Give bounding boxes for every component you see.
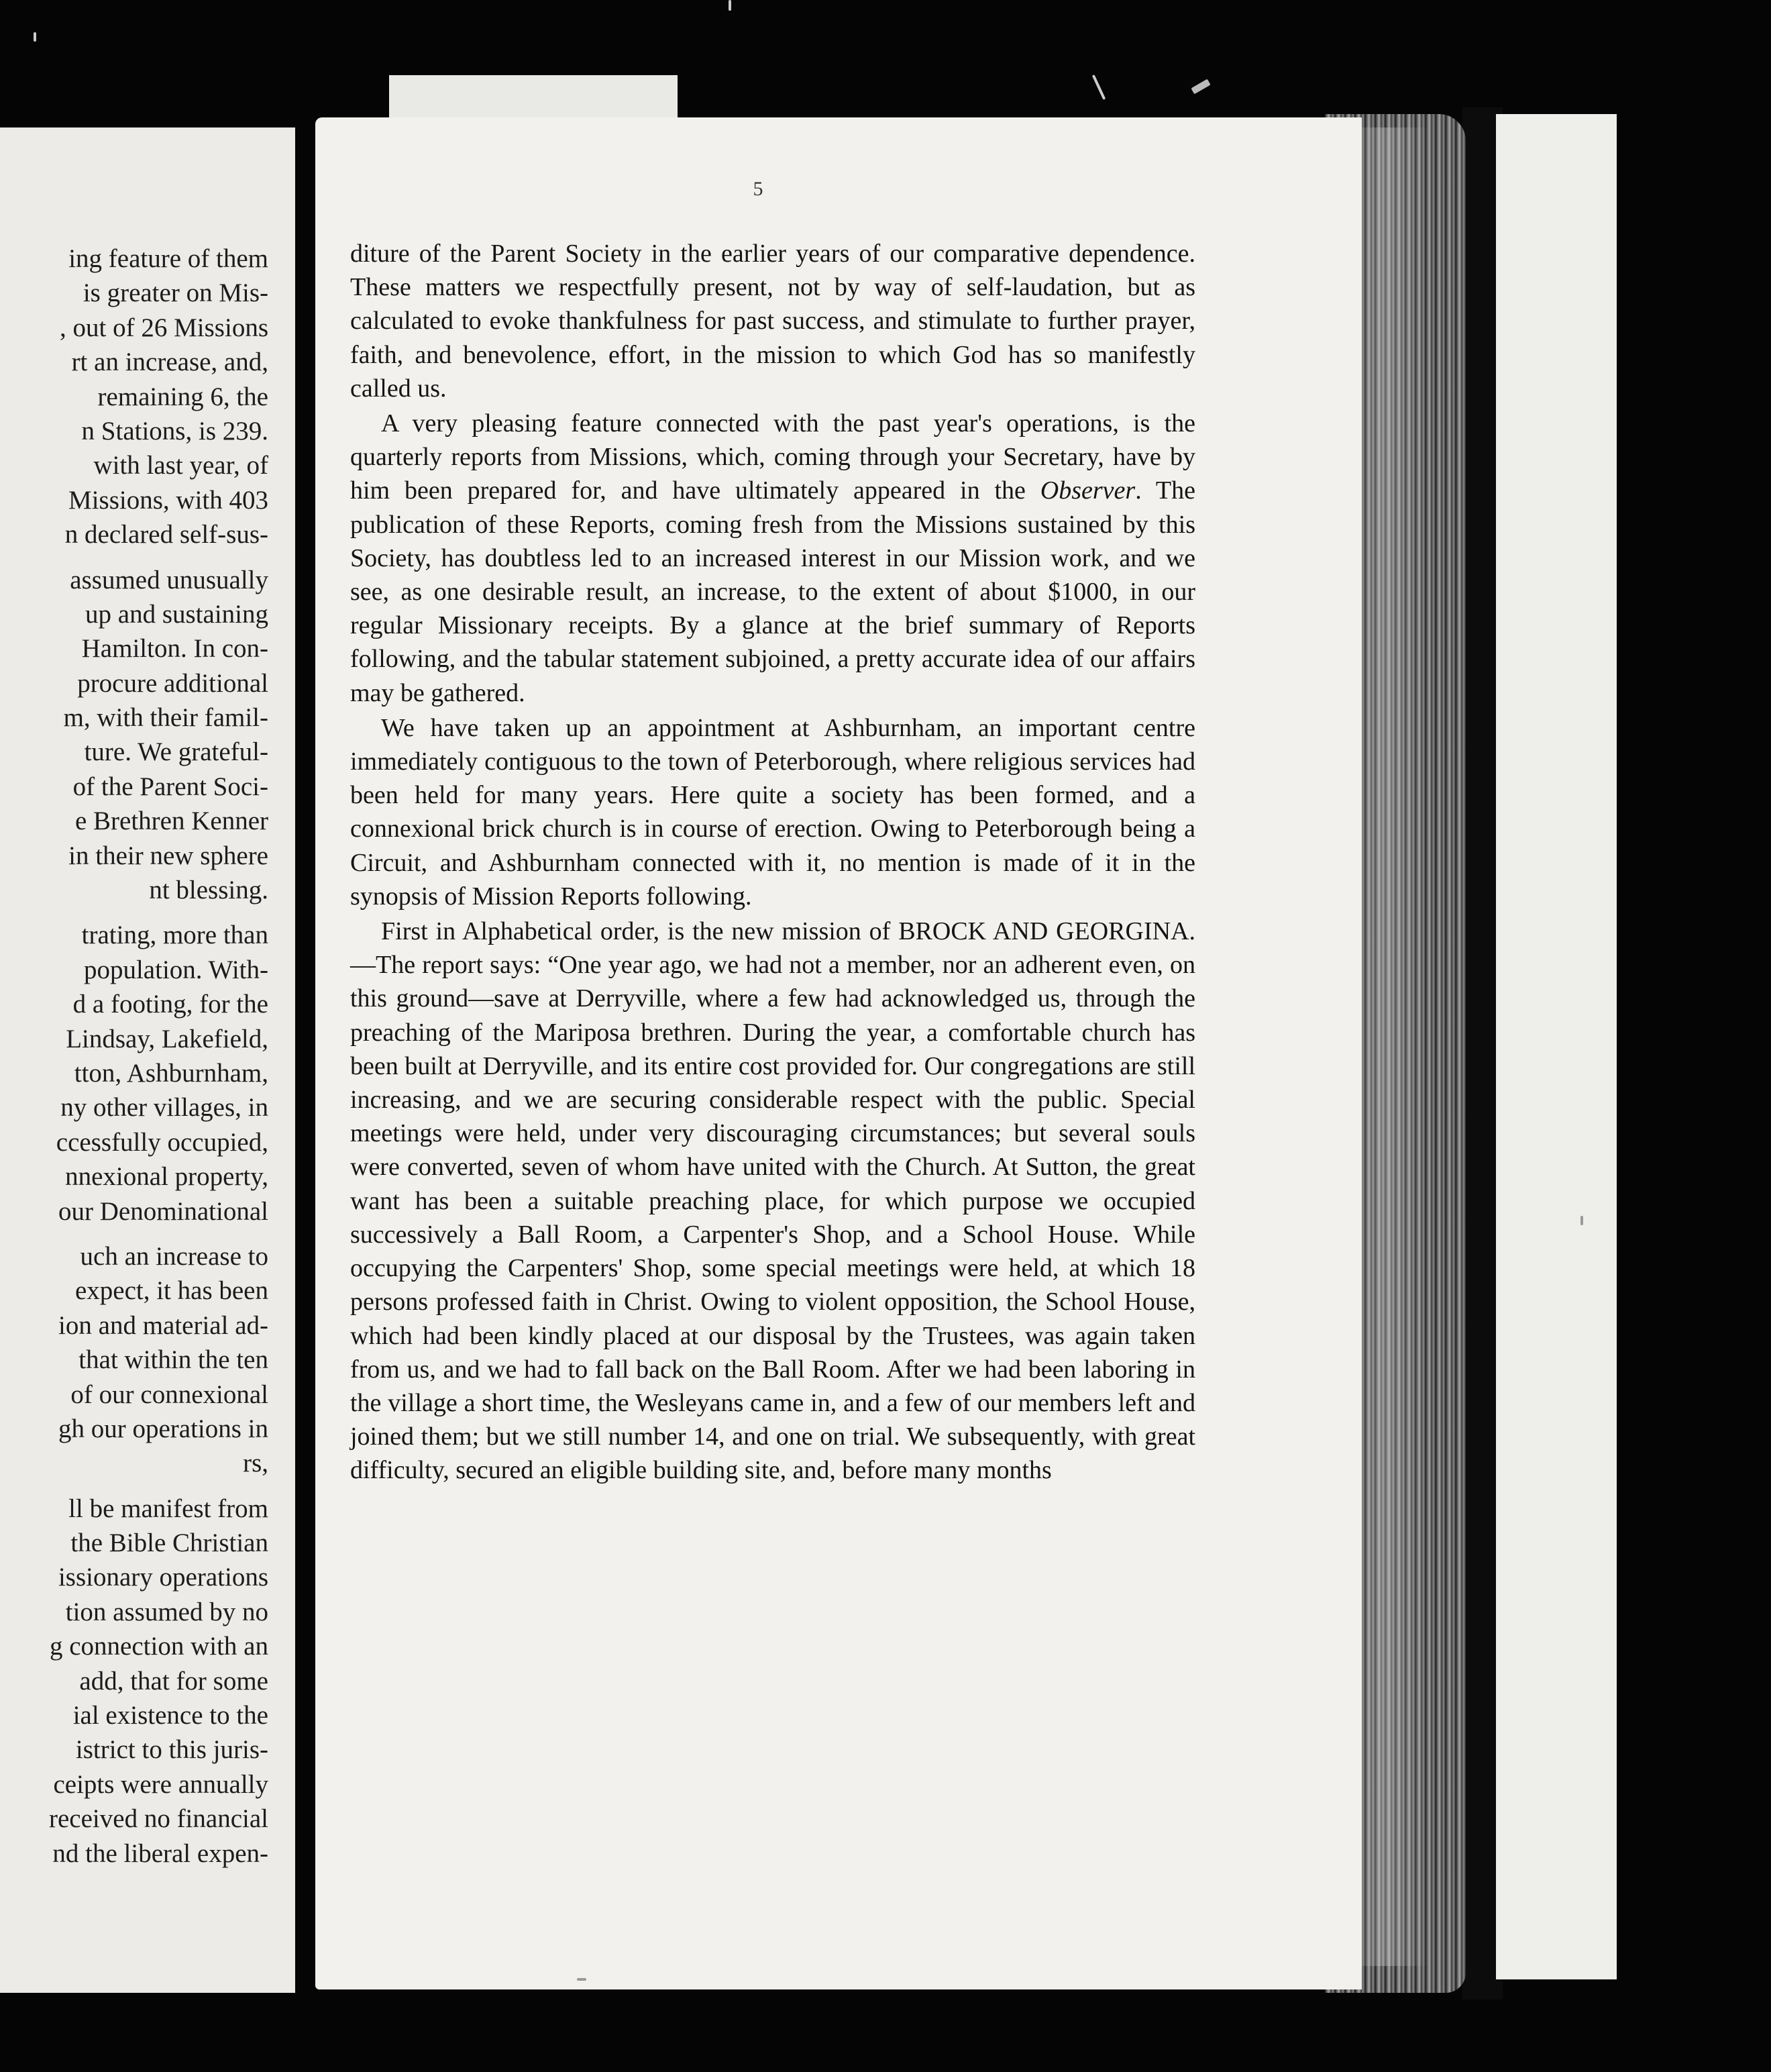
paragraph-1: diture of the Parent Society in the earlier years of our comparative dependence. These matters we respectfully present, not by way of self-laudation, but as calculated to evoke thankfulness for past success, and stimulate to further prayer, faith, and benevolence, effort, in the mission to which God has so manifestly called us. — [350, 240, 1195, 403]
facing-page-line: n Stations, is 239. — [81, 416, 268, 446]
facing-page-line: received no financial — [49, 1804, 268, 1834]
facing-page-block-1 — [0, 242, 268, 552]
dust-speck — [34, 32, 36, 42]
periodical-name: Observer — [1040, 476, 1136, 505]
facing-page-line: Lindsay, Lakefield, — [66, 1024, 268, 1053]
facing-page-line: istrict to this juris- — [75, 1735, 268, 1765]
facing-page-line: e Brethren Kenner — [74, 807, 268, 836]
facing-page-line: trating, more than — [81, 921, 268, 950]
facing-page-line: tton, Ashburnham, — [74, 1058, 268, 1088]
facing-page-line: ccessfully occupied, — [56, 1127, 268, 1157]
mission-name: BROCK AND GEORGINA — [898, 917, 1189, 946]
facing-page-line: uch an increase to — [80, 1241, 268, 1271]
facing-page-line: ial existence to the — [72, 1701, 268, 1730]
facing-page-line: d a footing, for the — [72, 990, 268, 1019]
page-body — [350, 237, 1195, 1489]
facing-page-line: ture. We grateful- — [84, 737, 268, 767]
facing-page-line: remaining 6, the — [97, 382, 268, 411]
facing-page-line: ll be manifest from — [68, 1494, 268, 1523]
dust-speck — [1092, 74, 1106, 100]
facing-page-line: nnexional property, — [65, 1162, 268, 1192]
main-page — [315, 117, 1362, 1989]
facing-page-line: issionary operations — [58, 1563, 268, 1592]
facing-page-line: that within the ten — [78, 1345, 268, 1375]
facing-page-line: tion assumed by no — [65, 1597, 268, 1626]
facing-page-line: is greater on Mis- — [83, 278, 268, 308]
facing-page-line: gh our operations in — [58, 1414, 268, 1443]
dust-speck — [1580, 1216, 1583, 1225]
dust-speck — [577, 1978, 586, 1981]
facing-page-line: , out of 26 Missions — [60, 313, 268, 342]
facing-page-block-3 — [0, 918, 268, 1229]
paragraph-3: We have taken up an appointment at Ashburnham, an important centre immediately contiguous to the town of Peterborough, where religious services had been held for many years. Here quite a society has been formed, and a connexional brick church is in course of erection. Owing to Peterborough being a Circuit, and Ashburnham connected with it, no mention is made of it in the synopsis of Mission Reports following. — [350, 713, 1195, 911]
facing-page-block-2 — [0, 563, 268, 908]
back-cover-board — [1496, 114, 1617, 1979]
facing-page-line: the Bible Christian — [70, 1529, 268, 1558]
facing-page-line: Missions, with 403 — [68, 485, 268, 515]
facing-page-line: ny other villages, in — [60, 1093, 268, 1123]
facing-page-block-4 — [0, 1239, 268, 1481]
facing-page-line: g connection with an — [50, 1632, 268, 1661]
facing-page-line: add, that for some — [79, 1666, 268, 1696]
facing-page-block-5 — [0, 1492, 268, 1871]
facing-page-line: with last year, of — [93, 451, 268, 480]
paragraph-2: A very pleasing feature connected with the past year's operations, is the quarterly reports from Missions, which, coming through your Secretary, have by him been prepared for, and have ultimately appeared in the Observer. The publication of these Reports, coming fresh from the Missions sustained by this Society, has doubtless led to an increased interest in our Mission work, and we see, as one desirable result, an increase, to the extent of about $1000, in our regular Missionary receipts. By a glance at the brief summary of Reports following, and the tabular statement subjoined, a pretty accurate idea of our affairs may be gathered. — [350, 409, 1195, 707]
facing-page-line: population. With- — [83, 955, 268, 984]
facing-page-line: of our connexional — [70, 1380, 268, 1409]
facing-page-line: our Denominational — [58, 1196, 268, 1226]
dust-speck — [1191, 79, 1210, 95]
page-number: 5 — [753, 178, 763, 200]
facing-page-line: of the Parent Soci- — [72, 772, 268, 801]
facing-page-line: nd the liberal expen- — [52, 1838, 268, 1868]
facing-page-line: procure additional — [77, 668, 268, 698]
facing-page-line: m, with their famil- — [63, 703, 268, 733]
facing-page-text — [0, 242, 268, 1871]
facing-page-line: nt blessing. — [149, 876, 268, 905]
dust-speck — [729, 0, 731, 11]
facing-page-line: n declared self-sus- — [64, 520, 268, 550]
facing-page-line: rs, — [243, 1449, 268, 1478]
facing-page-line: assumed unusually — [70, 565, 268, 594]
facing-page-line: rt an increase, and, — [71, 348, 268, 377]
facing-page-line: ion and material ad- — [58, 1310, 268, 1340]
facing-page-line: in their new sphere — [68, 841, 268, 870]
facing-page-line: Hamilton. In con- — [81, 634, 268, 664]
facing-page-line: up and sustaining — [85, 599, 268, 629]
facing-page-line: expect, it has been — [74, 1276, 268, 1306]
facing-page-line: ceipts were annually — [53, 1769, 268, 1799]
paragraph-4: First in Alphabetical order, is the new mission of BROCK AND GEORGINA.—The report says: “One year ago, we had not a member, nor an adherent even, on this ground—save at Derryville, where a few had acknowledged us, through the preaching of the Mariposa brethren. During the year, a comfortable church has been built at Derryville, and its entire cost provided for. Our congregations are still increasing, and we are securing considerable respect with the public. Special meetings were held, under very discouraging circumstances; but several souls were converted, seven of whom have united with the Church. At Sutton, the great want has been a suitable preaching place, for which purpose we occupied successively a Ball Room, a Carpenter's Shop, and a School House. While occupying the Carpenters' Shop, some special meetings were held, at which 18 persons professed faith in Christ. Owing to violent opposition, the School House, which had been kindly placed at our disposal by the Trustees, was again taken from us, and we had to fall back on the Ball Room. After we had been laboring in the village a short time, the Wesleyans came in, and a few of our members left and joined them; but we still number 14, and one on trial. We subsequently, with great difficulty, secured an eligible building site, and, before many months — [350, 917, 1195, 1485]
facing-page-line: ing feature of them — [68, 244, 268, 273]
facing-page — [0, 127, 295, 1993]
